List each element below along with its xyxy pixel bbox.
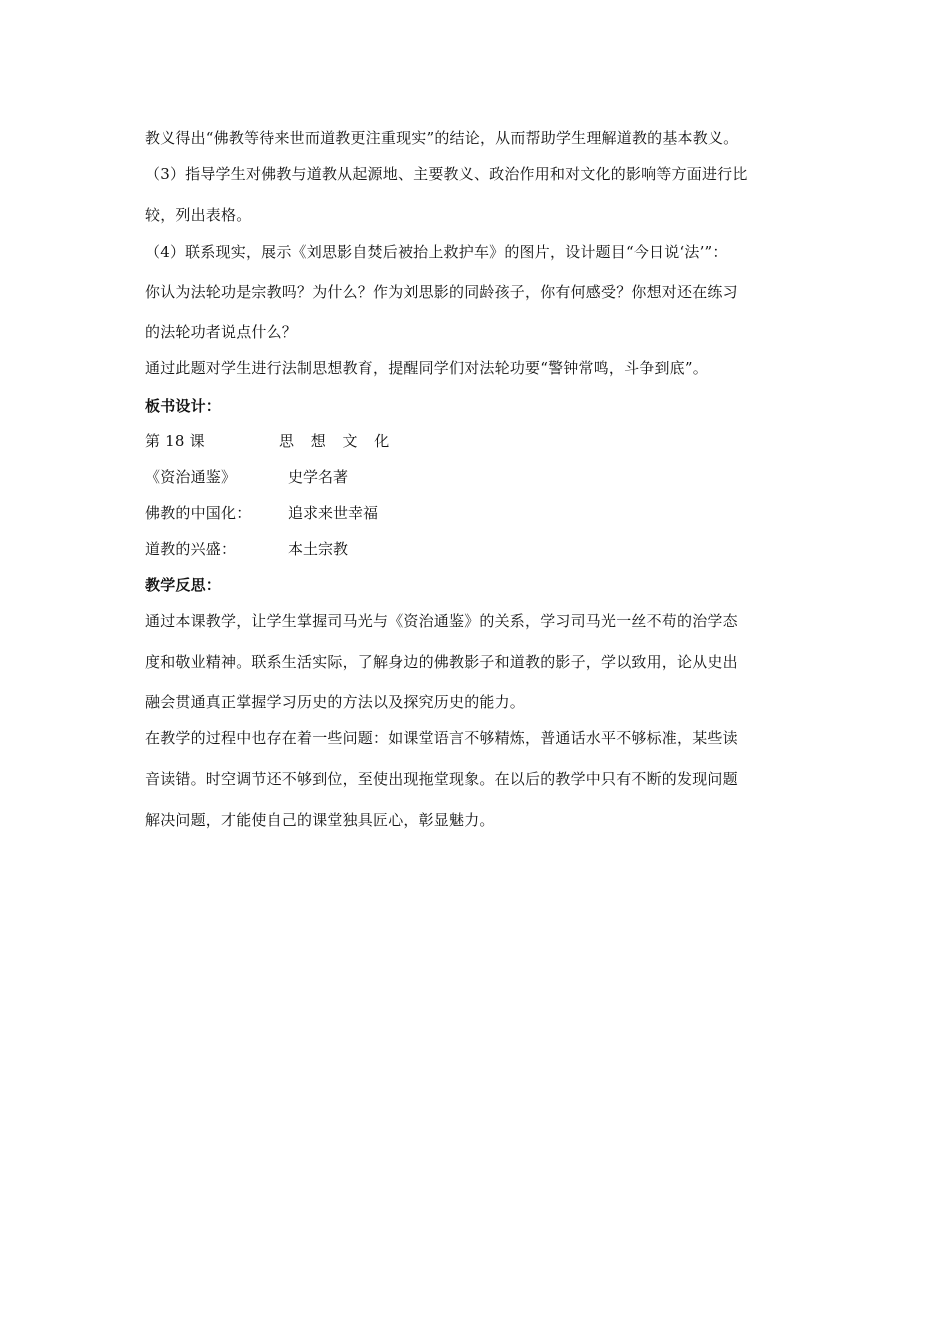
board-row-right: 思 想 文 化: [279, 432, 396, 450]
board-design-heading: 板书设计：: [145, 397, 222, 415]
teaching-reflection-heading: 教学反思：: [145, 576, 222, 594]
board-row-right: 本土宗教: [288, 540, 349, 558]
reflection-line: 度和敬业精神。联系生活实际，了解身边的佛教影子和道教的影子，学以致用，论从史出: [145, 653, 738, 671]
paragraph-line: 较，列出表格。: [145, 206, 252, 224]
reflection-line: 通过本课教学，让学生掌握司马光与《资治通鉴》的关系，学习司马光一丝不苟的治学态: [145, 612, 738, 630]
paragraph-line: （4）联系现实，展示《刘思影自焚后被抬上救护车》的图片，设计题目“今日说‘法’”：: [145, 243, 728, 261]
board-row-left: 第 18 课: [145, 432, 205, 450]
board-row-left: 道教的兴盛：: [145, 540, 237, 558]
reflection-line: 融会贯通真正掌握学习历史的方法以及探究历史的能力。: [145, 693, 526, 711]
paragraph-line: 教义得出“佛教等待来世而道教更注重现实”的结论，从而帮助学生理解道教的基本教义。: [145, 129, 739, 147]
board-row-right: 追求来世幸福: [288, 504, 379, 522]
paragraph-line: 你认为法轮功是宗教吗？为什么？作为刘思影的同龄孩子，你有何感受？你想对还在练习: [145, 283, 738, 301]
board-row-left: 《资治通鉴》: [145, 468, 237, 486]
paragraph-line: 的法轮功者说点什么？: [145, 323, 298, 341]
reflection-line: 解决问题，才能使自己的课堂独具匠心，彰显魅力。: [145, 811, 495, 829]
board-row-right: 史学名著: [288, 468, 349, 486]
paragraph-line: 通过此题对学生进行法制思想教育，提醒同学们对法轮功要“警钟常鸣，斗争到底”。: [145, 359, 708, 377]
reflection-line: 音读错。时空调节还不够到位，至使出现拖堂现象。在以后的教学中只有不断的发现问题: [145, 770, 738, 788]
paragraph-line: （3）指导学生对佛教与道教从起源地、主要教义、政治作用和对文化的影响等方面进行比: [145, 165, 748, 183]
board-row-left: 佛教的中国化：: [145, 504, 252, 522]
reflection-line: 在教学的过程中也存在着一些问题：如课堂语言不够精炼，普通话水平不够标准，某些读: [145, 729, 738, 747]
